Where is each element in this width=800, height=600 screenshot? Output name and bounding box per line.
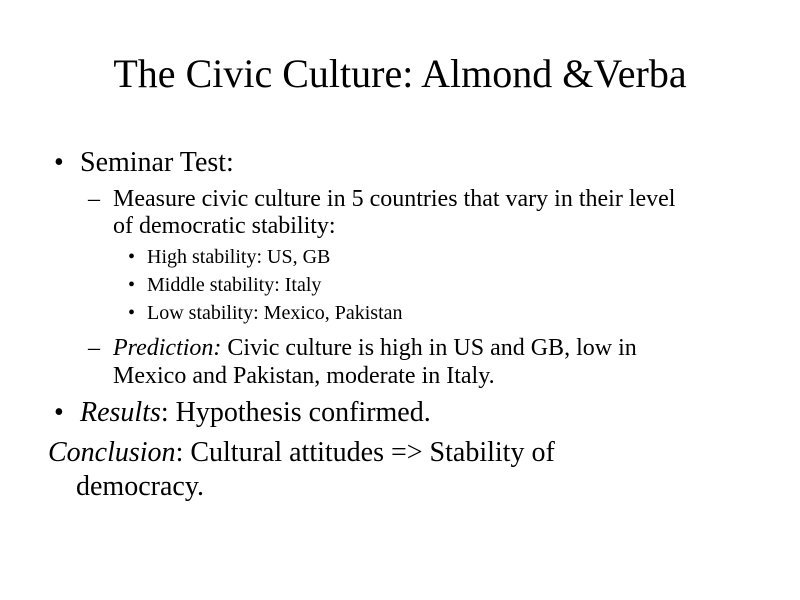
stability-item-middle: Middle stability: Italy [147,274,322,296]
dash-marker: – [88,186,100,212]
conclusion-line1 [48,436,555,470]
prediction-line2: Mexico and Pakistan, moderate in Italy. [113,363,495,389]
bullet-marker: • [54,147,64,178]
stability-item-high: High stability: US, GB [147,246,331,268]
bullet-marker: • [54,397,64,428]
seminar-test-text: Seminar Test: [80,147,234,178]
conclusion-line2: democracy. [76,471,204,502]
slide-title: The Civic Culture: Almond &Verba [113,51,687,96]
dash-marker: – [88,335,100,361]
stability-item-low: Low stability: Mexico, Pakistan [147,302,403,324]
prediction-label: Prediction: [113,335,222,361]
conclusion-text: : Cultural attitudes => Stability of [175,437,555,468]
measure-text-line1: Measure civic culture in 5 countries that vary in their level [113,186,676,212]
prediction-text: Civic culture is high in US and GB, low in [221,335,637,361]
conclusion-label: Conclusion [48,437,176,468]
results-line [80,396,431,430]
measure-text-line2: of democratic stability: [113,213,336,239]
prediction-line1 [113,334,637,362]
bullet-marker: • [128,246,136,268]
results-text: : Hypothesis confirmed. [160,397,431,428]
bullet-marker: • [128,274,136,296]
bullet-marker: • [128,302,136,324]
results-label: Results [80,397,161,428]
